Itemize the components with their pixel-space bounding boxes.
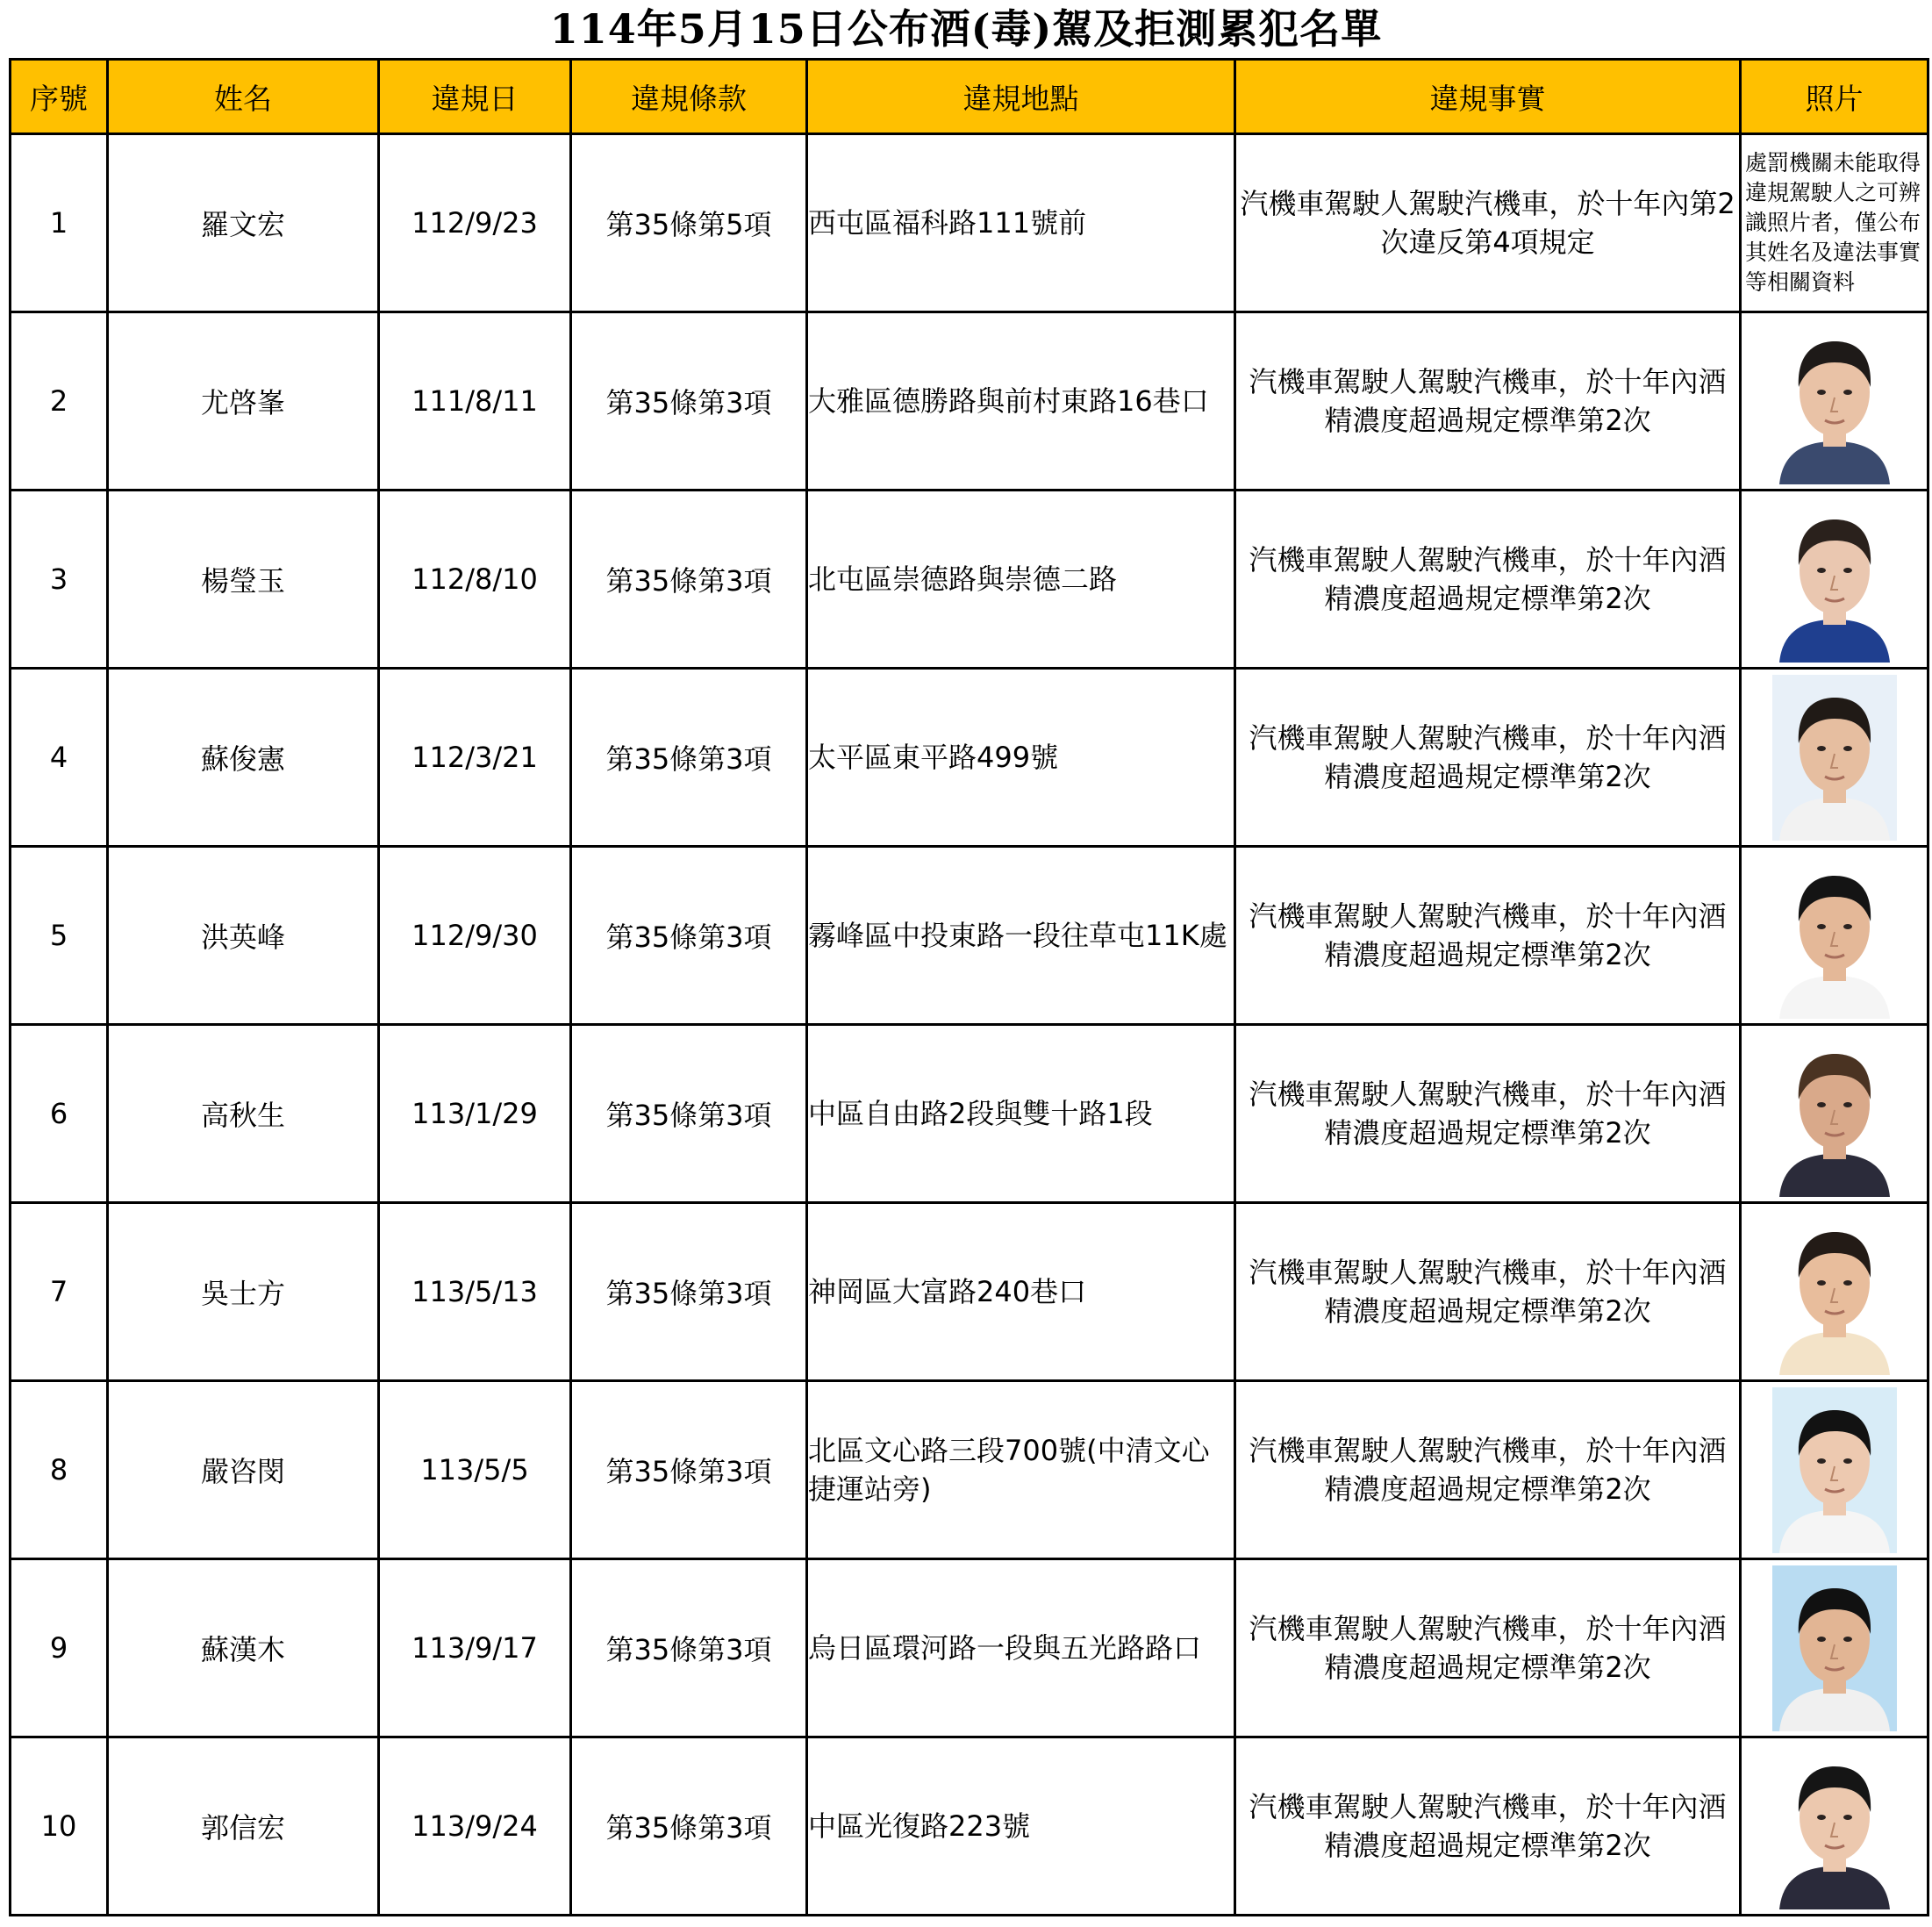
violation-clause: 第35條第3項 xyxy=(571,1559,807,1737)
violation-clause: 第35條第5項 xyxy=(571,134,807,312)
violation-place: 西屯區福科路111號前 xyxy=(807,134,1235,312)
header-date: 違規日 xyxy=(379,60,571,134)
row-number: 7 xyxy=(11,1203,108,1381)
portrait-photo xyxy=(1772,497,1897,663)
violation-clause: 第35條第3項 xyxy=(571,491,807,669)
violation-date: 111/8/11 xyxy=(379,312,571,491)
violation-clause: 第35條第3項 xyxy=(571,1381,807,1559)
photo-cell xyxy=(1741,1203,1928,1381)
violation-place: 神岡區大富路240巷口 xyxy=(807,1203,1235,1381)
portrait-photo xyxy=(1772,675,1897,841)
violation-date: 113/9/24 xyxy=(379,1737,571,1916)
violation-fact: 汽機車駕駛人駕駛汽機車，於十年內第2次違反第4項規定 xyxy=(1235,134,1741,312)
violation-date: 113/5/5 xyxy=(379,1381,571,1559)
violation-place: 北區文心路三段700號(中清文心捷運站旁) xyxy=(807,1381,1235,1559)
table-row xyxy=(11,1381,1928,1559)
table-row xyxy=(11,847,1928,1025)
photo-cell xyxy=(1741,1381,1928,1559)
violation-fact: 汽機車駕駛人駕駛汽機車，於十年內酒精濃度超過規定標準第2次 xyxy=(1235,1203,1741,1381)
table-row xyxy=(11,1737,1928,1916)
violation-place: 中區自由路2段與雙十路1段 xyxy=(807,1025,1235,1203)
offender-name: 羅文宏 xyxy=(108,134,379,312)
row-number: 8 xyxy=(11,1381,108,1559)
photo-cell xyxy=(1741,134,1928,312)
violation-place: 太平區東平路499號 xyxy=(807,669,1235,847)
violation-date: 112/9/30 xyxy=(379,847,571,1025)
offender-table xyxy=(9,58,1929,1916)
offender-name: 吳士方 xyxy=(108,1203,379,1381)
row-number: 1 xyxy=(11,134,108,312)
table-row xyxy=(11,1025,1928,1203)
violation-clause: 第35條第3項 xyxy=(571,1025,807,1203)
header-place: 違規地點 xyxy=(807,60,1235,134)
violation-date: 113/9/17 xyxy=(379,1559,571,1737)
portrait-photo xyxy=(1772,1031,1897,1197)
table-row xyxy=(11,1203,1928,1381)
row-number: 10 xyxy=(11,1737,108,1916)
portrait-photo xyxy=(1772,1209,1897,1375)
header-fact: 違規事實 xyxy=(1235,60,1741,134)
table-row xyxy=(11,134,1928,312)
table-row xyxy=(11,669,1928,847)
violation-place: 中區光復路223號 xyxy=(807,1737,1235,1916)
header-name: 姓名 xyxy=(108,60,379,134)
violation-clause: 第35條第3項 xyxy=(571,669,807,847)
portrait-photo xyxy=(1772,1387,1897,1553)
violation-clause: 第35條第3項 xyxy=(571,847,807,1025)
offender-name: 楊瑩玉 xyxy=(108,491,379,669)
photo-cell xyxy=(1741,1025,1928,1203)
violation-date: 113/1/29 xyxy=(379,1025,571,1203)
row-number: 3 xyxy=(11,491,108,669)
portrait-photo xyxy=(1772,319,1897,484)
violation-clause: 第35條第3項 xyxy=(571,312,807,491)
violation-clause: 第35條第3項 xyxy=(571,1737,807,1916)
row-number: 2 xyxy=(11,312,108,491)
photo-unavailable-note: 處罰機關未能取得違規駕駛人之可辨識照片者，僅公布 其姓名及違法事實等相關資料 xyxy=(1745,150,1921,295)
offender-name: 高秋生 xyxy=(108,1025,379,1203)
violation-fact: 汽機車駕駛人駕駛汽機車，於十年內酒精濃度超過規定標準第2次 xyxy=(1235,1559,1741,1737)
table-row xyxy=(11,1559,1928,1737)
table-header-row xyxy=(11,60,1928,134)
row-number: 6 xyxy=(11,1025,108,1203)
violation-place: 烏日區環河路一段與五光路路口 xyxy=(807,1559,1235,1737)
photo-cell xyxy=(1741,669,1928,847)
violation-fact: 汽機車駕駛人駕駛汽機車，於十年內酒精濃度超過規定標準第2次 xyxy=(1235,312,1741,491)
photo-cell xyxy=(1741,847,1928,1025)
row-number: 4 xyxy=(11,669,108,847)
portrait-photo xyxy=(1772,853,1897,1019)
portrait-photo xyxy=(1772,1565,1897,1731)
page-title: 114年5月15日公布酒(毒)駕及拒測累犯名單 xyxy=(549,5,1383,53)
header-photo: 照片 xyxy=(1741,60,1928,134)
table-row xyxy=(11,312,1928,491)
header-clause: 違規條款 xyxy=(571,60,807,134)
photo-cell xyxy=(1741,1559,1928,1737)
offender-name: 蘇俊憲 xyxy=(108,669,379,847)
violation-fact: 汽機車駕駛人駕駛汽機車，於十年內酒精濃度超過規定標準第2次 xyxy=(1235,1381,1741,1559)
offender-name: 嚴咨閔 xyxy=(108,1381,379,1559)
violation-fact: 汽機車駕駛人駕駛汽機車，於十年內酒精濃度超過規定標準第2次 xyxy=(1235,847,1741,1025)
violation-date: 112/8/10 xyxy=(379,491,571,669)
offender-name: 尤啓峯 xyxy=(108,312,379,491)
violation-place: 大雅區德勝路與前村東路16巷口 xyxy=(807,312,1235,491)
violation-fact: 汽機車駕駛人駕駛汽機車，於十年內酒精濃度超過規定標準第2次 xyxy=(1235,1025,1741,1203)
violation-clause: 第35條第3項 xyxy=(571,1203,807,1381)
violation-fact: 汽機車駕駛人駕駛汽機車，於十年內酒精濃度超過規定標準第2次 xyxy=(1235,669,1741,847)
photo-cell xyxy=(1741,491,1928,669)
violation-fact: 汽機車駕駛人駕駛汽機車，於十年內酒精濃度超過規定標準第2次 xyxy=(1235,491,1741,669)
portrait-photo xyxy=(1772,1744,1897,1909)
row-number: 5 xyxy=(11,847,108,1025)
violation-fact: 汽機車駕駛人駕駛汽機車，於十年內酒精濃度超過規定標準第2次 xyxy=(1235,1737,1741,1916)
violation-date: 113/5/13 xyxy=(379,1203,571,1381)
offender-name: 郭信宏 xyxy=(108,1737,379,1916)
offender-name: 蘇漢木 xyxy=(108,1559,379,1737)
row-number: 9 xyxy=(11,1559,108,1737)
violation-place: 霧峰區中投東路一段往草屯11K處 xyxy=(807,847,1235,1025)
photo-cell xyxy=(1741,1737,1928,1916)
table-row xyxy=(11,491,1928,669)
photo-cell xyxy=(1741,312,1928,491)
violation-place: 北屯區崇德路與崇德二路 xyxy=(807,491,1235,669)
header-number: 序號 xyxy=(11,60,108,134)
violation-date: 112/3/21 xyxy=(379,669,571,847)
offender-name: 洪英峰 xyxy=(108,847,379,1025)
violation-date: 112/9/23 xyxy=(379,134,571,312)
table-body xyxy=(11,134,1928,1916)
